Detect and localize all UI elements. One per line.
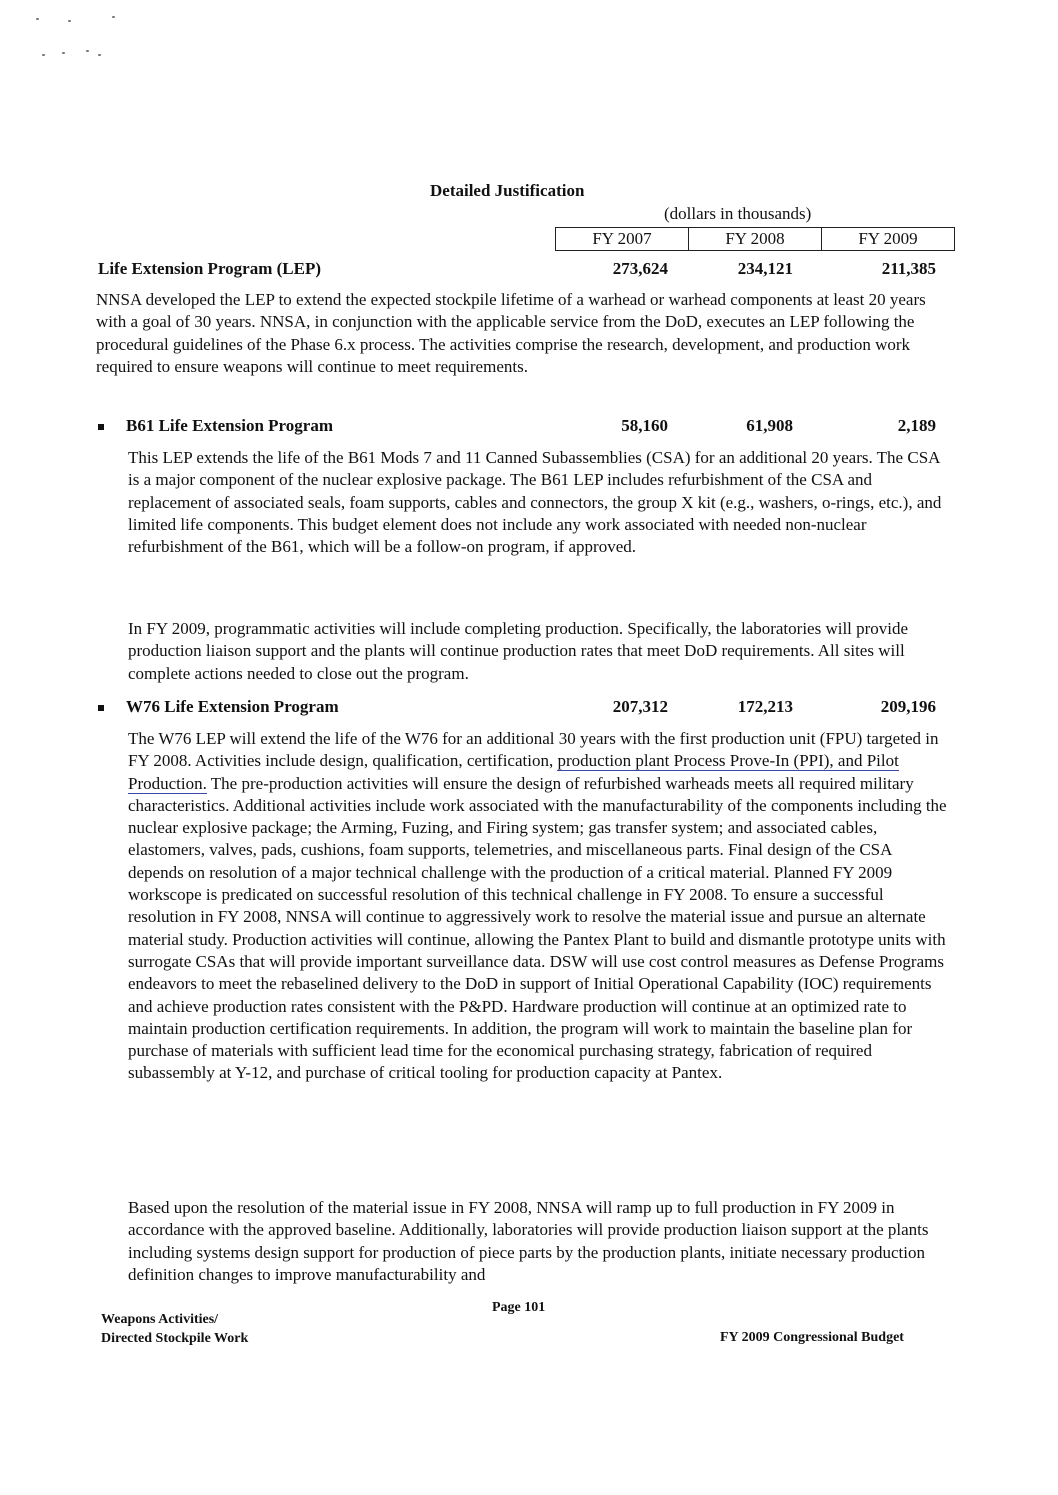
lep-heading: Life Extension Program (LEP) [98, 259, 322, 278]
footer-budget-title: FY 2009 Congressional Budget [720, 1330, 904, 1345]
w76-heading: W76 Life Extension Program [126, 697, 339, 716]
b61-paragraph-2: In FY 2009, programmatic activities will include completing production. Specifically, the laboratories will provide production liaison support and the plants will continue production rates that meet DoD requirements. All sites will complete actions needed to close out the program. [128, 619, 909, 683]
w76-paragraph-2: Based upon the resolution of the material issue in FY 2008, NNSA will ramp up to full production in FY 2009 in accordance with the approved baseline. Additionally, laboratories will provide production liaison support at the plants including systems design support for production of piece parts by the production plants, initiate necessary production definition changes to improve manufacturability and [128, 1198, 929, 1284]
b61-bullet [98, 424, 104, 430]
b61-fy2008-value: 61,908 [746, 416, 793, 435]
b61-heading: B61 Life Extension Program [126, 416, 333, 435]
b61-paragraph-1: This LEP extends the life of the B61 Mods 7 and 11 Canned Subassemblies (CSA) for an additional 20 years. The CSA is a major component of the nuclear explosive package. The B61 LEP includes refurbishment of the CSA and replacement of associated seals, foam supports, cables and connectors, the group X kit (e.g., washers, o-rings, etc.), and limited life components. This budget element does not include any work associated with needed non-nuclear refurbishment of the B61, which will be a follow-on program, if approved. [128, 448, 942, 557]
lep-fy2008-value: 234,121 [737, 259, 793, 278]
footer-section [101, 1310, 248, 1348]
scan-specks [28, 10, 128, 70]
w76-fy2009-value: 209,196 [880, 697, 936, 716]
units-label: (dollars in thousands) [664, 204, 812, 223]
b61-fy2009-value: 2,189 [897, 416, 936, 435]
w76-paragraph-1 [128, 728, 948, 1085]
w76-bullet [98, 705, 104, 711]
year-fy2009: FY 2009 [858, 229, 918, 248]
w76-p1-underlined: production plant Process Prove-In (PPI), and Pilot Production. [128, 751, 899, 793]
b61-fy2007-value: 58,160 [621, 416, 668, 435]
fiscal-year-header [555, 227, 955, 251]
year-fy2007: FY 2007 [556, 228, 689, 250]
footer-line-2: Directed Stockpile Work [101, 1331, 249, 1346]
lep-description: NNSA developed the LEP to extend the expected stockpile lifetime of a warhead or warhead components at least 20 years with a goal of 30 years. NNSA, in conjunction with the applicable service from the DoD, executes an LEP following the procedural guidelines of the Phase 6.x process. The activities comprise the research, development, and production work required to ensure weapons will continue to meet requirements. [96, 290, 926, 376]
w76-p1-intro: The W76 LEP will extend the life of the W76 for an additional 30 years with the first production unit (FPU) targeted in FY 2008. Activities include design, qualification, certification, [128, 729, 939, 771]
lep-fy2007-value: 273,624 [612, 259, 668, 278]
year-fy2008: FY 2008 [689, 228, 822, 250]
page-number: Page 101 [492, 1300, 546, 1315]
page-title: Detailed Justification [430, 181, 585, 200]
lep-fy2009-value: 211,385 [881, 259, 936, 278]
w76-p1-rest: The pre-production activities will ensure the design of refurbished warheads meets all required military characteristics. Additional activities include work associated with the manufacturability of the components including the nuclear explosive package; the Arming, Fuzing, and Firing system; gas transfer system; and associated cables, elastomers, valves, pads, cushions, foam supports, telemetries, and miscellaneous parts. Final design of the CSA depends on resolution of a major technical challenge with the production of a critical material. Planned FY 2009 workscope is predicated on successful resolution of this technical challenge in FY 2008. To ensure a successful resolution in FY 2008, NNSA will continue to aggressively work to resolve the material issue and pursue an alternate material study. Production activities will continue, allowing the Pantex Plant to build and dismantle prototype units with surrogate CSAs that will provide important surveillance data. DSW will use cost control measures as Defense Programs endeavors to meet the rebaselined delivery to the DoD in support of Initial Operational Capability (IOC) requirements and achieve production rates consistent with the P&PD. Hardware production will continue at an optimized rate to maintain production certification requirements. In addition, the program will work to maintain the baseline plan for purchase of materials with sufficient lead time for the economical purchasing strategy, fabrication of required subassembly at Y-12, and purchase of critical tooling for production capacity at Pantex. [128, 773, 947, 1083]
w76-fy2008-value: 172,213 [737, 697, 793, 716]
footer-line-1: Weapons Activities/ [101, 1312, 219, 1327]
w76-fy2007-value: 207,312 [612, 697, 668, 716]
